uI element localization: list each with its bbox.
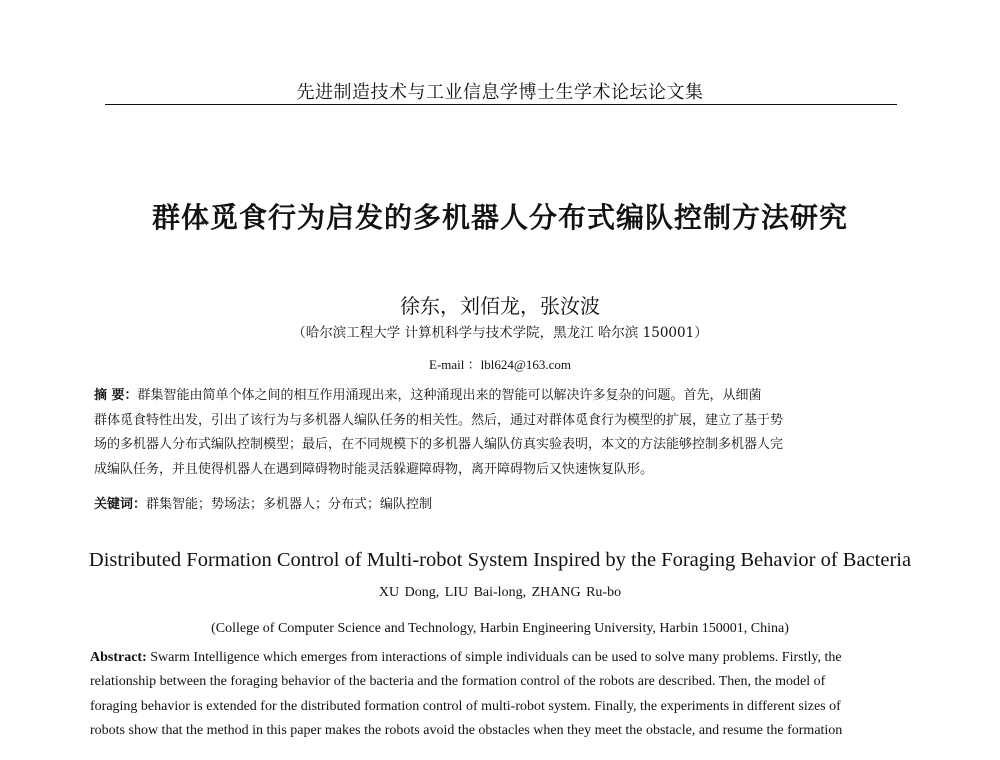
abstract-chinese-label: 摘 要：	[94, 388, 138, 403]
authors-chinese: 徐东，刘佰龙，张汝波	[400, 294, 600, 318]
abstract-english-line-4: robots show that the method in this paper makes the robots avoid the obstacles when they meet the obstacle, and resume the formation	[90, 722, 843, 738]
affiliation-english: (College of Computer Science and Technology, Harbin Engineering University, Harbin 150001, China)	[211, 621, 789, 636]
abstract-chinese-text-1: 群集智能由简单个体之间的相互作用涌现出来，这种涌现出来的智能可以解决许多复杂的问题。首先，从细菌	[137, 388, 762, 403]
keywords-chinese	[94, 494, 904, 516]
abstract-chinese-line-1	[94, 384, 904, 409]
abstract-english-line-3: foraging behavior is extended for the distributed formation control of multi-robot system. Finally, the experiments in different sizes of	[90, 698, 841, 714]
affiliation-chinese: （哈尔滨工程大学 计算机科学与技术学院，黑龙江 哈尔滨 150001）	[292, 325, 708, 341]
keywords-chinese-label: 关键词：	[94, 497, 147, 512]
abstract-english-label: Abstract:	[90, 650, 147, 665]
author-email: E-mail ：lbl624@163.com	[429, 357, 571, 372]
abstract-english	[90, 646, 910, 743]
header-rule	[105, 104, 897, 105]
authors-english: XU Dong, LIU Bai-long, ZHANG Ru-bo	[378, 585, 622, 600]
abstract-chinese-line-3: 场的多机器人分布式编队控制模型；最后，在不同规模下的多机器人编队仿真实验表明，本文的方法能够控制多机器人完	[94, 437, 784, 453]
abstract-chinese-line-2: 群体觅食特性出发，引出了该行为与多机器人编队任务的相关性。然后，通过对群体觅食行为模型的扩展，建立了基于势	[94, 412, 784, 428]
keywords-chinese-text: 群集智能；势场法；多机器人；分布式；编队控制	[146, 497, 433, 512]
abstract-english-line-2: relationship between the foraging behavior of the bacteria and the formation control of the robots are described. Then, the model of	[90, 674, 826, 690]
abstract-chinese-line-4: 成编队任务，并且使得机器人在遇到障碍物时能灵活躲避障碍物，离开障碍物后又快速恢复队形。	[94, 461, 654, 477]
abstract-chinese	[94, 384, 904, 482]
abstract-english-line-1	[90, 646, 910, 670]
paper-title-chinese: 群体觅食行为启发的多机器人分布式编队控制方法研究	[151, 201, 848, 234]
abstract-english-text-1: Swarm Intelligence which emerges from interactions of simple individuals can be used to solve many problems. Firstly, the	[150, 650, 842, 665]
running-header: 先进制造技术与工业信息学博士生学术论坛论文集	[296, 82, 704, 103]
paper-title-english: Distributed Formation Control of Multi-robot System Inspired by the Foraging Behavior of Bacteria	[88, 549, 912, 571]
